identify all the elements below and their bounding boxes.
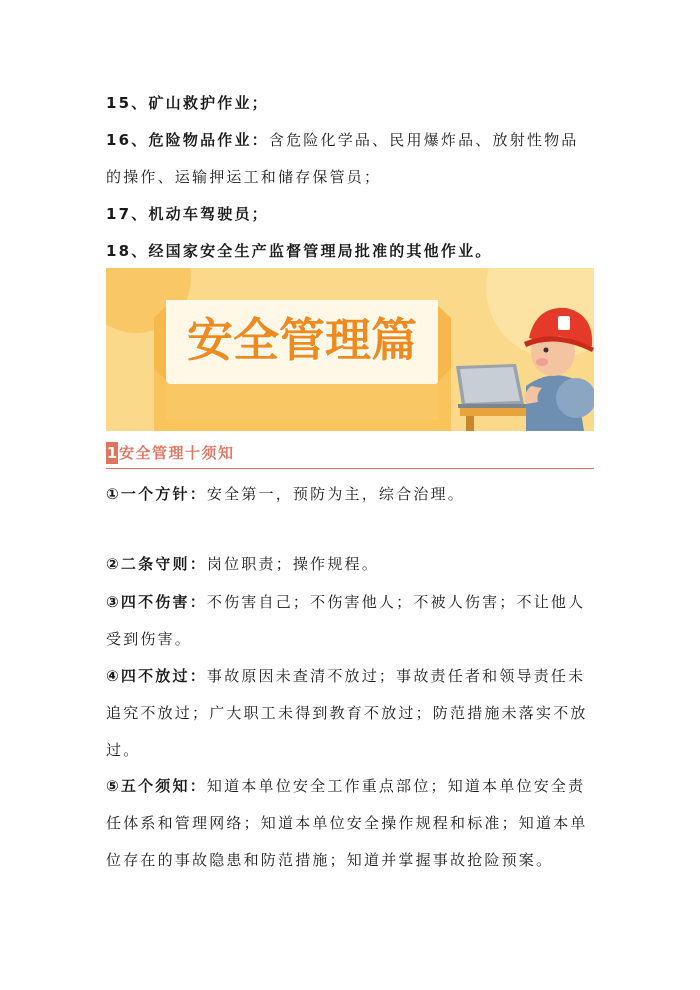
- list-item: [106, 768, 592, 879]
- safety-management-banner: [106, 268, 594, 431]
- item-number: 15、: [106, 94, 149, 112]
- list-item: [106, 122, 592, 196]
- item-text: 岗位职责；操作规程。: [206, 555, 379, 573]
- item-number: ⑤: [106, 777, 121, 795]
- item-title: 五个须知：: [120, 777, 207, 795]
- list-item: [106, 196, 592, 233]
- item-text: 知道本单位安全工作重点部位；知道本单位安全责任体系和管理网络；知道本单位安全操作规程和标准；知道本单位存在的事故隐患和防范措施；知道并掌握事故抢险预案。: [106, 777, 588, 869]
- banner-illustration: [106, 268, 594, 431]
- item-text: 不伤害自己；不伤害他人；不被人伤害；不让他人受到伤害。: [106, 593, 586, 648]
- section-number: 1: [106, 444, 118, 462]
- item-title: 经国家安全生产监督管理局批准的其他作业。: [148, 242, 493, 260]
- section-heading: [106, 440, 594, 469]
- item-text: 安全第一，预防为主，综合治理。: [206, 485, 465, 503]
- item-number: 16、: [106, 131, 149, 149]
- item-number: 18、: [106, 242, 149, 260]
- item-title: 危险物品作业：: [148, 131, 269, 149]
- list-item: [106, 233, 592, 270]
- item-title: 机动车驾驶员；: [148, 205, 269, 223]
- list-item: [106, 658, 592, 769]
- list-item: [106, 476, 592, 513]
- item-title: 二条守则：: [120, 555, 207, 573]
- list-item: [106, 85, 592, 122]
- item-title: 四不伤害：: [120, 593, 207, 611]
- section-title: 安全管理十须知: [119, 444, 235, 462]
- item-title: 矿山救护作业；: [148, 94, 269, 112]
- list-item: [106, 546, 592, 583]
- list-item: [106, 584, 592, 658]
- item-text: 含危险化学品、民用爆炸品、放射性物品的操作、运输押运工和储存保管员；: [106, 131, 579, 186]
- item-number: ③: [106, 593, 121, 611]
- item-text: 事故原因未查清不放过；事故责任者和领导责任未追究不放过；广大职工未得到教育不放过；防范措施未落实不放过。: [106, 667, 588, 759]
- item-title: 四不放过：: [120, 667, 207, 685]
- item-title: 一个方针：: [120, 485, 207, 503]
- item-number: ④: [106, 667, 121, 685]
- item-number: ②: [106, 555, 121, 573]
- item-number: ①: [106, 485, 121, 503]
- item-number: 17、: [106, 205, 149, 223]
- banner-title: 安全管理篇: [187, 313, 417, 367]
